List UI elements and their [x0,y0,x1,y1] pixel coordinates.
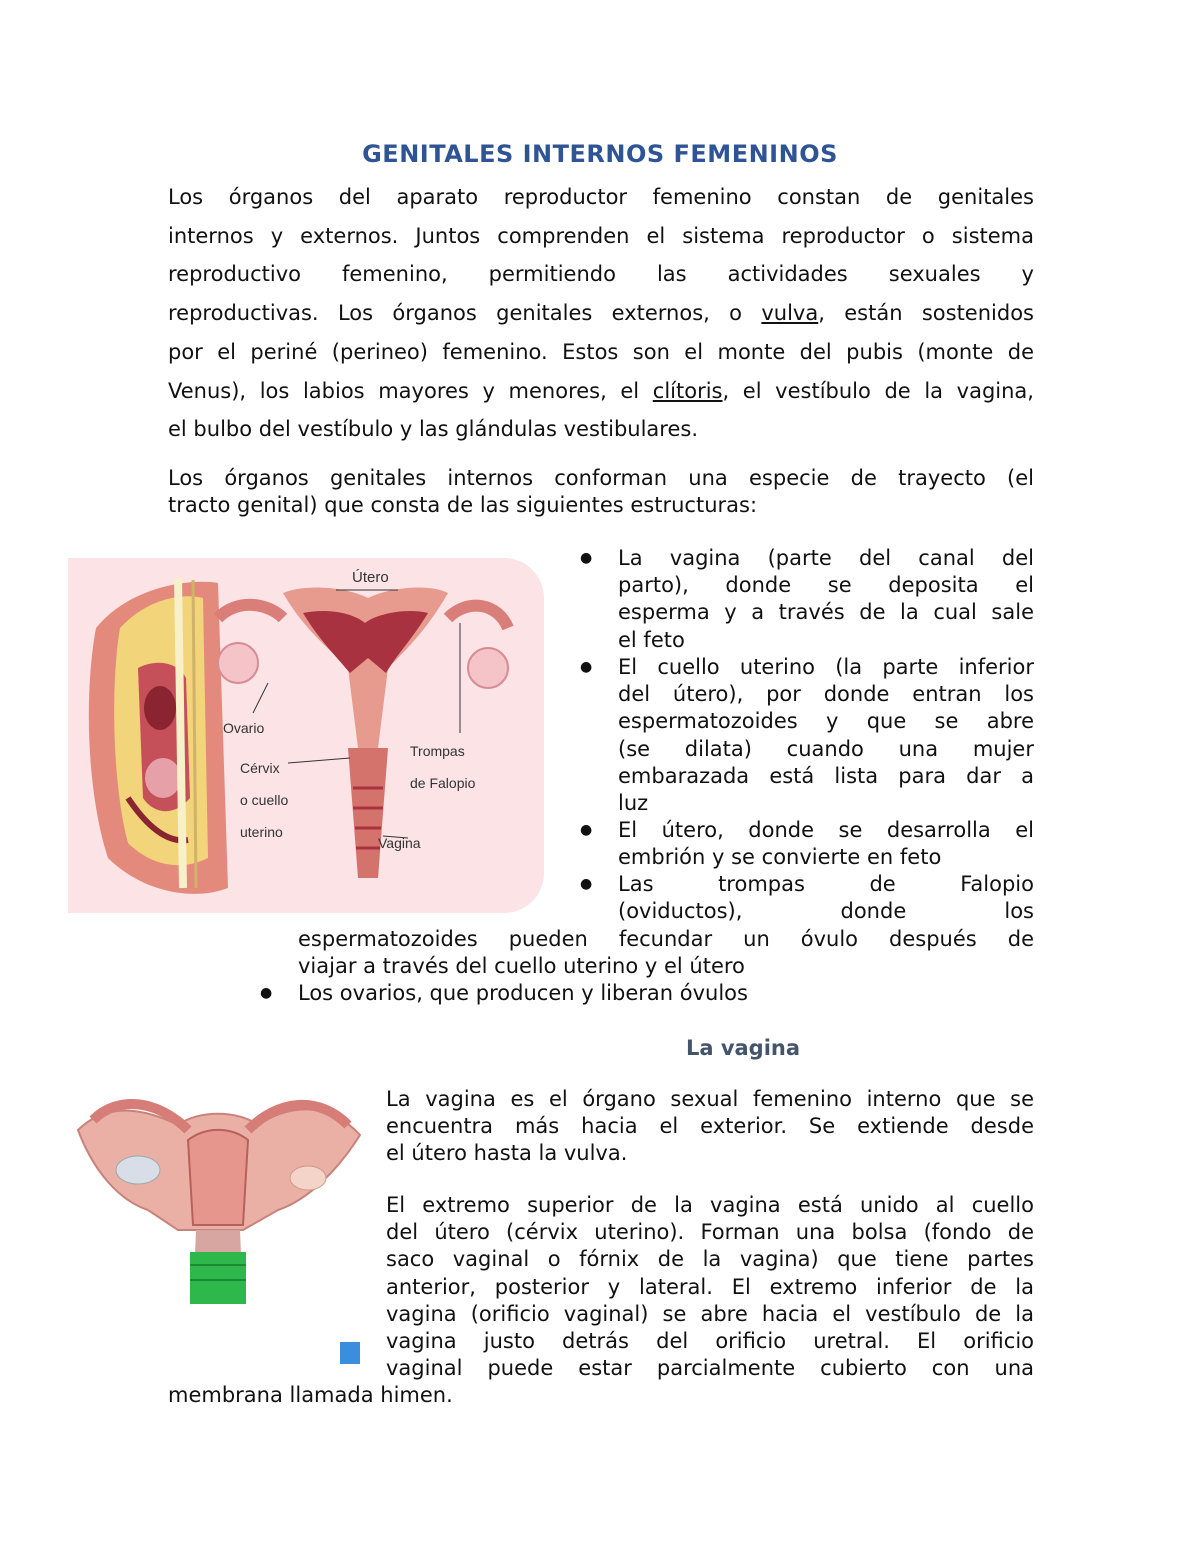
page-title: GENITALES INTERNOS FEMENINOS [362,140,838,168]
list-item: ● El útero, donde se desarrolla el embrión y se convierte en feto [580,818,1034,870]
label-cervix-3: uterino [240,824,283,840]
intro-paragraph [168,178,1034,449]
list-item: ● Los ovarios, que producen y liberan óvulos [260,981,748,1005]
label-trompas-2: de Falopio [410,775,476,791]
logo-icon [340,1342,360,1364]
vagina-paragraph-2-end: membrana llamada himen. [168,1383,453,1407]
clitoris-link[interactable]: clítoris [652,378,723,403]
label-ovario: Ovario [223,720,265,736]
vagina-paragraph-1: La vagina es el órgano sexual femenino interno que se encuentra más hacia el exterior. Se extiende desde el útero hasta la vulva. [386,1087,1034,1166]
label-vagina: Vagina [378,835,421,851]
sagittal-section-illustration [89,578,228,894]
text-line: reproductivas. Los órganos genitales externos, o vulva, están sostenidos [168,301,1034,326]
text-line: internos y externos. Juntos comprenden el sistema reproductor o sistema [168,223,1034,248]
text-line: por el periné (perineo) femenino. Estos son el monte del pubis (monte de [168,339,1034,364]
uterus-anatomy-figure [68,558,544,913]
text-line: Los órganos del aparato reproductor femenino constan de genitales [168,185,1034,209]
label-cervix-1: Cérvix [240,760,280,776]
section-heading-vagina: La vagina [685,1036,801,1060]
text-line: reproductivo femenino, permitiendo las actividades sexuales y [168,262,1034,287]
vagina-anatomy-figure [68,1040,368,1370]
text-line: tracto genital) que consta de las siguientes estructuras: [168,493,758,517]
label-cervix-2: o cuello [240,792,289,808]
vagina-paragraph-2: El extremo superior de la vagina está unido al cuello del útero (cérvix uterino). Forman una bolsa (fondo de saco vaginal o fórnix de la vagina) que tiene partes anterior, posterior y lateral. El extremo inferior de la vagina (orificio vaginal) se abre hacia el vestíbulo de la vagina justo detrás del orificio uretral. El orificio vaginal puede estar parcialmente cubierto con una [386,1193,1034,1381]
text-line: el bulbo del vestíbulo y las glándulas vestibulares. [168,417,699,442]
list-item: ● La vagina (parte del canal del parto), donde se deposita el esperma y a través de la cual sale el feto [580,546,1034,652]
vulva-link[interactable]: vulva [761,301,819,326]
text-line: Los órganos genitales internos conforman una especie de trayecto (el [168,466,1034,490]
structures-intro-paragraph [168,465,1034,519]
label-utero: Útero [352,569,389,586]
text-line: Venus), los labios mayores y menores, el clítoris, el vestíbulo de la vagina, [168,378,1034,403]
list-item-continuation: espermatozoides pueden fecundar un óvulo después de viajar a través del cuello uterino y el útero [298,927,1034,979]
list-item: ● Las trompas de Falopio (oviductos), donde los [580,872,1034,924]
label-trompas-1: Trompas [410,743,465,759]
list-item: ● El cuello uterino (la parte inferior del útero), por donde entran los espermatozoides y que se abre (se dilata) cuando una mujer embarazada está lista para dar a luz [580,655,1034,815]
